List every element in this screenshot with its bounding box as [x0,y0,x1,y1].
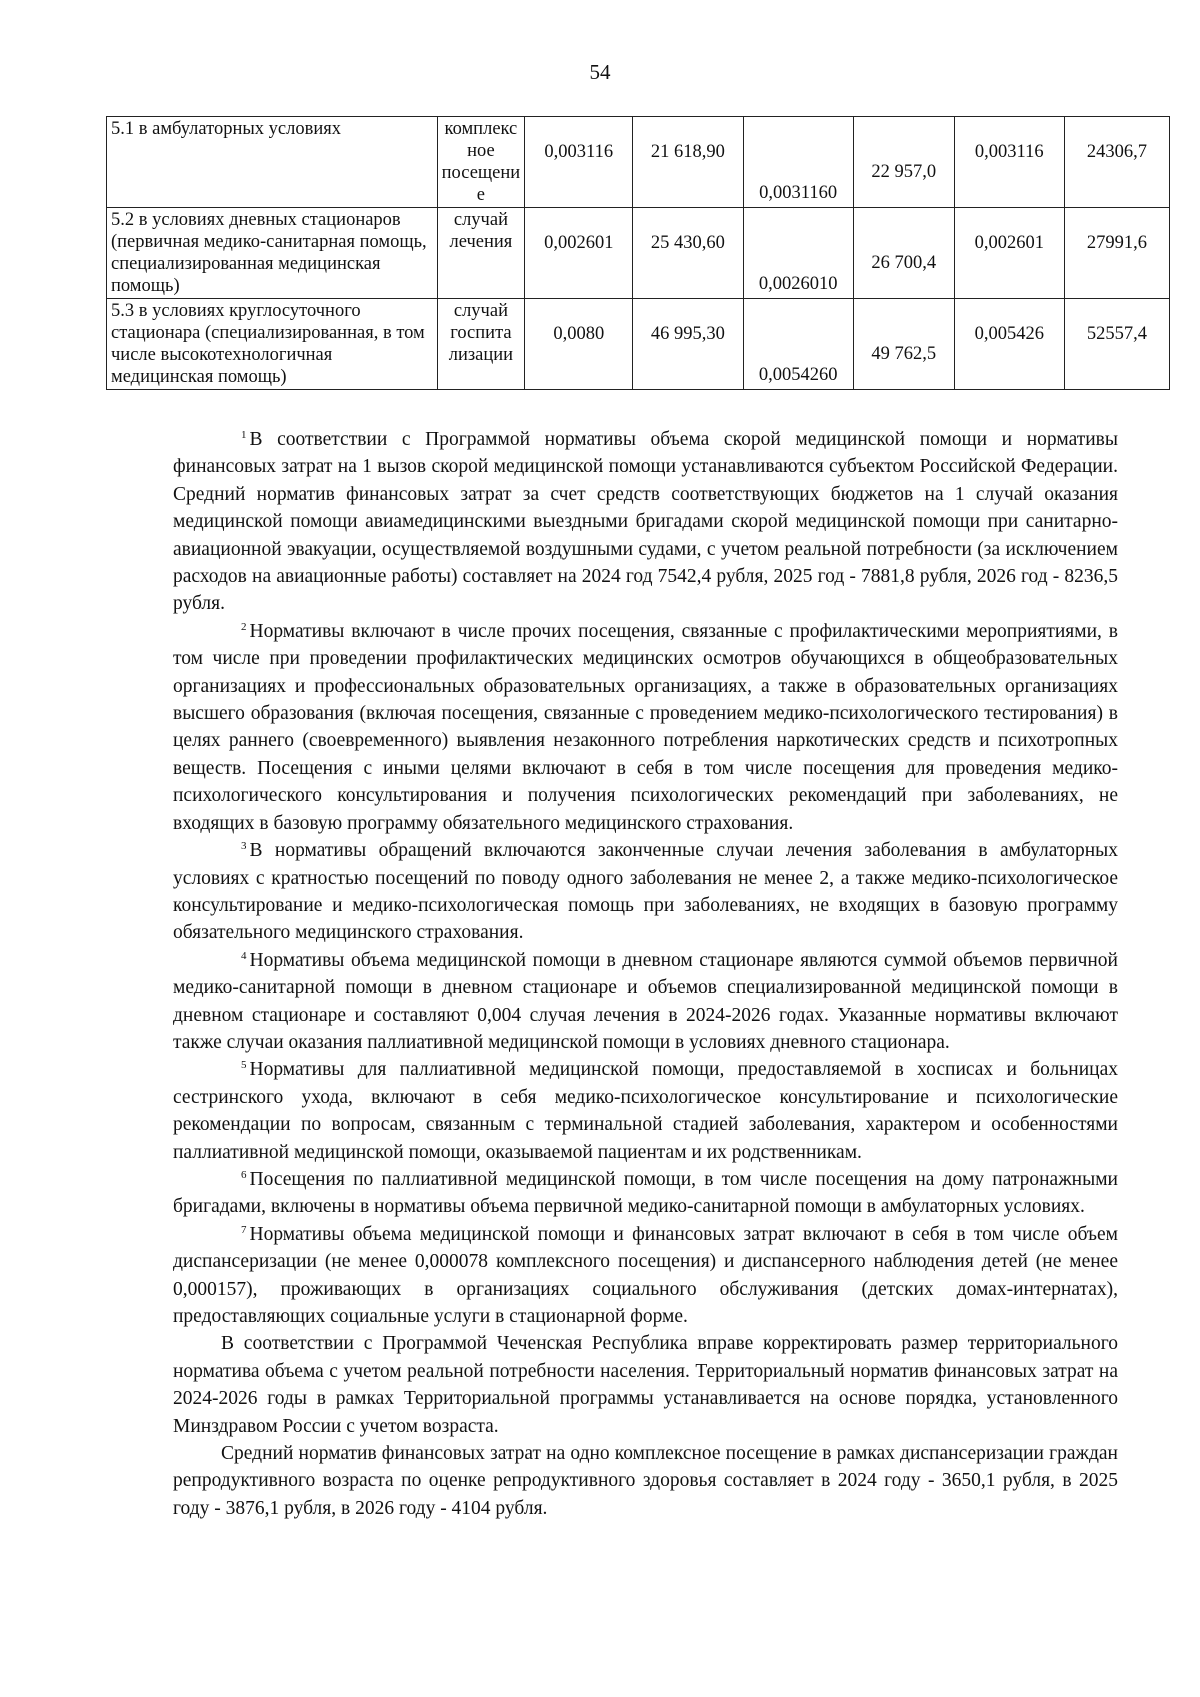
footnote-5 [173,1056,1118,1166]
footnote-3 [173,837,1118,947]
footnotes [173,426,1118,1522]
footnote-text: Нормативы включают в числе прочих посещения, связанные с профилактическими мероприятиями, в том числе при проведении профилактических медицинских осмотров обучающихся в общеобразовательных организациях и профессиональных образовательных организациях, а также в образовательных организациях высшего образования (включая посещения, связанные с проведением медико-психологического тестирования) в целях раннего (своевременного) выявления незаконного потребления наркотических средств и психотропных веществ. Посещения с иными целями включают в себя в том числе посещения для проведения медико-психологического консультирования и получения психологических рекомендаций при заболеваниях, не входящих в базовую программу обязательного медицинского страхования. [173,620,1118,834]
row-value-3: 0,0026010 [743,208,853,299]
row-value-2: 25 430,60 [633,208,743,299]
footnote-text: В нормативы обращений включаются законченные случаи лечения заболевания в амбулаторных условиях с кратностью посещений по поводу одного заболевания не менее 2, а также медико-психологическое консультирование и медико-психологическая помощь при заболеваниях, не входящих в базовую программу обязательного медицинского страхования. [173,840,1118,944]
footnote-text: Нормативы объема медицинской помощи и финансовых затрат включают в себя в том числе объем диспансеризации (не менее 0,000078 комплексного посещения) и диспансерного наблюдения детей (не менее 0,000157), проживающих в организациях социального обслуживания (детских домах-интернатах), предоставляющих социальные услуги в стационарной форме. [173,1223,1118,1327]
footnote-marker: 2 [241,620,247,633]
row-value-1: 0,0080 [525,299,633,390]
row-value-6: 24306,7 [1064,117,1169,208]
row-value-6: 52557,4 [1064,299,1169,390]
footnote-marker: 1 [241,429,247,441]
body-paragraph: В соответствии с Программой Чеченская Республика вправе корректировать размер территориального норматива объема с учетом реальной потребности населения. Территориальный норматив финансовых затрат на 2024-2026 годы в рамках Территориальной программы устанавливается на основе порядка, установленного Минздравом России с учетом возраста. [173,1333,1118,1437]
norms-table [106,116,1170,390]
row-unit: случай лечения [437,208,525,299]
row-name: 5.1 в амбулаторных условиях [107,117,438,208]
footnote-6 [173,1166,1118,1221]
table-row [107,299,1170,390]
row-unit: комплекс ное посещени е [437,117,525,208]
page-number: 54 [589,60,611,84]
footnote-marker: 4 [241,949,247,962]
row-value-4: 26 700,4 [853,208,954,299]
footnote-marker: 3 [241,840,247,853]
footnote-marker: 6 [241,1168,247,1181]
row-name: 5.2 в условиях дневных стационаров (первичная медико-санитарная помощь, специализированная медицинская помощь) [107,208,438,299]
row-value-2: 21 618,90 [633,117,743,208]
footnote-7 [173,1221,1118,1331]
table-row [107,208,1170,299]
footnote-4 [173,947,1118,1057]
row-value-5: 0,005426 [954,299,1064,390]
table-row [107,117,1170,208]
row-value-4: 49 762,5 [853,299,954,390]
row-value-1: 0,003116 [525,117,633,208]
row-value-1: 0,002601 [525,208,633,299]
footnote-2 [173,618,1118,837]
footnote-text: Нормативы для паллиативной медицинской помощи, предоставляемой в хосписах и больницах сестринского ухода, включают в себя медико-психологическое консультирование и психологические рекомендации по вопросам, связанным с терминальной стадией заболевания, характером и особенностями паллиативной медицинской помощи, оказываемой пациентам и их родственникам. [173,1059,1118,1163]
row-value-2: 46 995,30 [633,299,743,390]
row-value-4: 22 957,0 [853,117,954,208]
footnote-1 [173,426,1118,618]
row-name: 5.3 в условиях круглосуточного стационара (специализированная, в том числе высокотехнологичная медицинская помощь) [107,299,438,390]
row-unit: случай госпита лизации [437,299,525,390]
footnote-text: Посещения по паллиативной медицинской помощи, в том числе посещения на дому патронажными бригадами, включены в нормативы объема первичной медико-санитарной помощи в амбулаторных условиях. [173,1168,1118,1218]
footnote-marker: 5 [241,1059,247,1072]
footnote-text: Нормативы объема медицинской помощи в дневном стационаре являются суммой объемов первичной медико-санитарной помощи в дневном стационаре и объемов специализированной медицинской помощи в дневном стационаре и составляют 0,004 случая лечения в 2024-2026 годах. Указанные нормативы включают также случаи оказания паллиативной медицинской помощи в условиях дневного стационара. [173,949,1118,1053]
row-value-3: 0,0054260 [743,299,853,390]
body-paragraph: Средний норматив финансовых затрат на одно комплексное посещение в рамках диспансеризации граждан репродуктивного возраста по оценке репродуктивного здоровья составляет в 2024 году - 3650,1 рубля, в 2025 году - 3876,1 рубля, в 2026 году - 4104 рубля. [173,1443,1118,1519]
row-value-6: 27991,6 [1064,208,1169,299]
row-value-5: 0,003116 [954,117,1064,208]
footnote-text: В соответствии с Программой нормативы объема скорой медицинской помощи и нормативы финансовых затрат на 1 вызов скорой медицинской помощи устанавливаются субъектом Российской Федерации. Средний норматив финансовых затрат за счет средств соответствующих бюджетов на 1 случай оказания медицинской помощи авиамедицинскими выездными бригадами скорой медицинской помощи при санитарно-авиационной эвакуации, осуществляемой воздушными судами, с учетом реальной потребности (за исключением расходов на авиационные работы) составляет на 2024 год 7542,4 рубля, 2025 год - 7881,8 рубля, 2026 год - 8236,5 рубля. [173,429,1118,615]
footnote-marker: 7 [241,1223,247,1236]
row-value-5: 0,002601 [954,208,1064,299]
row-value-3: 0,0031160 [743,117,853,208]
